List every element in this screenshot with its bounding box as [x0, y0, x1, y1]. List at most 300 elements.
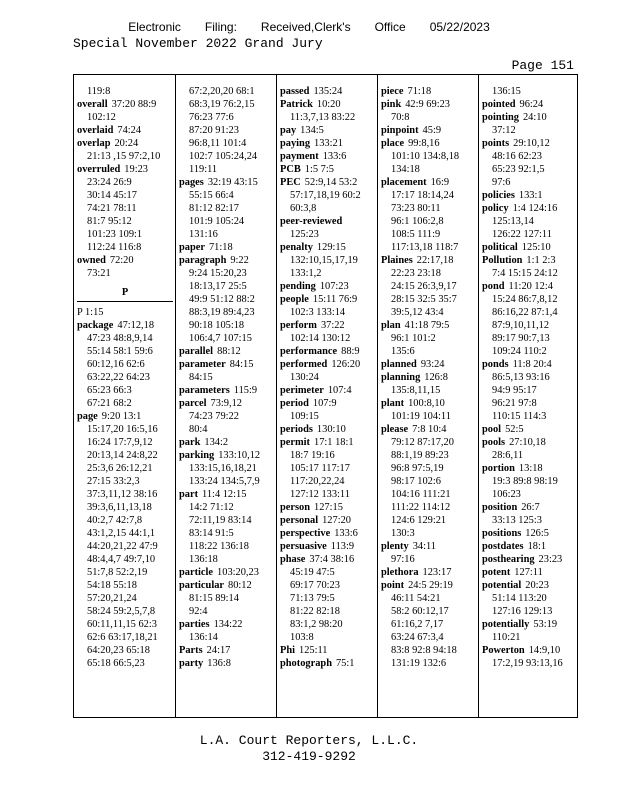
index-refs: 127:11 [514, 567, 543, 578]
index-refs-continued: 96:1 101:2 [391, 333, 436, 344]
index-entry [381, 540, 477, 553]
index-refs-continued: 7:4 15:15 24:12 [492, 268, 558, 279]
index-term: particle [179, 567, 214, 578]
index-term: postdates [482, 541, 524, 552]
index-refs-continued: 127:16 129:13 [492, 606, 553, 617]
index-entry [381, 176, 477, 189]
index-refs-continued: 88:1,19 89:23 [391, 450, 449, 461]
index-refs: 11:4 12:15 [202, 489, 247, 500]
index-refs-continued: 30:14 45:17 [87, 190, 137, 201]
index-refs: 100:8,10 [408, 398, 445, 409]
index-refs: 37:22 [320, 320, 345, 331]
index-refs-continued: 127:12 133:11 [290, 489, 350, 500]
index-term: planned [381, 359, 417, 370]
index-box [73, 74, 578, 718]
index-column-5 [482, 85, 578, 719]
index-term: pools [482, 437, 506, 448]
index-term: people [280, 294, 309, 305]
index-refs-continued: 54:18 55:18 [87, 580, 137, 591]
index-entry [280, 137, 376, 150]
index-refs: 26:7 [521, 502, 540, 513]
index-refs: 45:9 [422, 125, 442, 136]
index-term: peer-reviewed [280, 216, 343, 227]
index-refs: 107:4 [327, 385, 352, 396]
index-entry [482, 137, 578, 150]
index-term: Patrick [280, 99, 313, 110]
index-refs-continued: 65:23 92:1,5 [492, 164, 545, 175]
index-term: posthearing [482, 554, 535, 565]
index-term: PEC [280, 177, 301, 188]
index-entry [77, 98, 173, 111]
index-refs-continued: 125:23 [290, 229, 319, 240]
index-term: perform [280, 320, 317, 331]
index-entry [280, 384, 376, 397]
index-entry [280, 436, 376, 449]
index-refs-continued: 73:21 [87, 268, 111, 279]
index-refs-continued: 81:7 95:12 [87, 216, 132, 227]
index-refs-continued: 70:8 [391, 112, 410, 123]
index-term: penalty [280, 242, 313, 253]
index-term: parameters [179, 385, 230, 396]
index-refs-continued: 55:14 58:1 59:6 [87, 346, 153, 357]
index-entry [482, 540, 578, 553]
column-divider [276, 75, 277, 717]
index-term: Plaines [381, 255, 413, 266]
index-refs: 125:11 [299, 645, 328, 656]
index-entry [77, 124, 173, 137]
index-refs-continued: 14:2 71:12 [189, 502, 234, 513]
index-refs-continued: 43:1,2,15 44:1,1 [87, 528, 156, 539]
index-refs-continued: 124:6 129:21 [391, 515, 447, 526]
index-entry [280, 397, 376, 410]
index-term: overruled [77, 164, 121, 175]
index-refs-continued: 9:24 15:20,23 [189, 268, 247, 279]
filing-stamp [0, 20, 618, 34]
index-refs-continued: 28:6,11 [492, 450, 524, 461]
index-term: parcel [179, 398, 207, 409]
index-entry [179, 579, 275, 592]
index-refs: 107:23 [319, 281, 349, 292]
index-refs: 37:4 38:16 [309, 554, 355, 565]
index-refs-continued: 37:12 [492, 125, 516, 136]
index-term: points [482, 138, 510, 149]
index-entry [482, 553, 578, 566]
index-term: passed [280, 86, 310, 97]
index-refs: 37:20 88:9 [111, 99, 157, 110]
index-refs: 126:8 [424, 372, 448, 383]
index-refs: 9:20 13:1 [101, 411, 142, 422]
index-entry [280, 176, 376, 189]
index-refs-continued: 103:8 [290, 632, 314, 643]
index-term: persuasive [280, 541, 327, 552]
index-entry [77, 137, 173, 150]
index-refs-continued: 19:3 89:8 98:19 [492, 476, 558, 487]
index-entry [179, 436, 275, 449]
index-refs-continued: 64:20,23 65:18 [87, 645, 150, 656]
index-refs: 7:8 10:4 [412, 424, 447, 435]
index-term: Pollution [482, 255, 523, 266]
index-refs-continued: 133:24 134:5,7,9 [189, 476, 260, 487]
index-refs: 113:9 [330, 541, 355, 552]
index-entry [77, 319, 173, 332]
index-refs-continued: 65:18 66:5,23 [87, 658, 145, 669]
index-refs: 13:18 [518, 463, 543, 474]
index-entry [280, 553, 376, 566]
index-refs-continued: 18:7 19:16 [290, 450, 335, 461]
index-refs-continued: 45:19 47:5 [290, 567, 335, 578]
index-refs-continued: 74:23 79:22 [189, 411, 239, 422]
index-term: political [482, 242, 518, 253]
index-entry [280, 345, 376, 358]
index-refs: 115:9 [233, 385, 258, 396]
index-refs-continued: 46:11 54:21 [391, 593, 441, 604]
index-term: planning [381, 372, 421, 383]
index-refs-continued: 89:17 90:7,13 [492, 333, 550, 344]
index-refs-continued: 63:22,22 64:23 [87, 372, 150, 383]
index-entry [381, 358, 477, 371]
index-term: performed [280, 359, 328, 370]
index-entry [482, 358, 578, 371]
index-refs-continued: 58:2 60:12,17 [391, 606, 449, 617]
index-entry [179, 254, 275, 267]
index-refs-continued: 135:6 [391, 346, 415, 357]
index-refs: 1:4 124:16 [512, 203, 558, 214]
index-entry [381, 137, 477, 150]
index-refs-continued: 101:9 105:24 [189, 216, 245, 227]
index-refs-continued: 84:15 [189, 372, 213, 383]
index-refs-continued: 49:9 51:12 88:2 [189, 294, 255, 305]
index-entry [280, 657, 376, 670]
index-entry [179, 397, 275, 410]
index-term: plenty [381, 541, 409, 552]
index-entry [77, 306, 173, 319]
index-refs: 127:15 [314, 502, 343, 513]
index-refs-continued: 112:24 116:8 [87, 242, 142, 253]
index-refs-continued: 133:15,16,18,21 [189, 463, 257, 474]
index-term: pinpoint [381, 125, 419, 136]
index-refs-continued: 60:11,11,15 62:3 [87, 619, 157, 630]
index-refs-continued: 83:1,2 98:20 [290, 619, 343, 630]
index-refs-continued: 17:17 18:14,24 [391, 190, 454, 201]
index-refs-continued: 105:17 117:17 [290, 463, 350, 474]
index-refs-continued: 96:8 97:5,19 [391, 463, 444, 474]
index-refs-continued: 44:20,21,22 47:9 [87, 541, 158, 552]
index-term: pointing [482, 112, 519, 123]
index-refs: 126:5 [525, 528, 549, 539]
index-refs-continued: 131:19 132:6 [391, 658, 447, 669]
index-refs: 133:10,12 [218, 450, 261, 461]
index-refs: 15:11 76:9 [312, 294, 358, 305]
column-divider [175, 75, 176, 717]
index-refs-continued: 136:14 [189, 632, 218, 643]
index-term: part [179, 489, 199, 500]
index-refs-continued: 125:13,14 [492, 216, 534, 227]
index-entry [280, 85, 376, 98]
index-entry [482, 501, 578, 514]
index-refs-continued: 130:24 [290, 372, 319, 383]
filing-date: 05/22/2023 [429, 20, 490, 34]
index-term: pink [381, 99, 402, 110]
index-refs-continued: 96:21 97:8 [492, 398, 537, 409]
index-refs-continued: 21:13 ,15 97:2,10 [87, 151, 161, 162]
index-refs: P 1:15 [77, 307, 104, 318]
index-refs-continued: 61:16,2 7,17 [391, 619, 444, 630]
index-refs-continued: 111:22 114:12 [391, 502, 451, 513]
index-refs-continued: 80:4 [189, 424, 208, 435]
index-entry [482, 462, 578, 475]
index-refs-continued: 24:15 26:3,9,17 [391, 281, 457, 292]
index-term: positions [482, 528, 522, 539]
index-column-4 [381, 85, 477, 719]
index-term: parties [179, 619, 210, 630]
index-refs-continued: 20:13,14 24:8,22 [87, 450, 158, 461]
index-entry [179, 241, 275, 254]
index-term: paragraph [179, 255, 227, 266]
index-term: Powerton [482, 645, 525, 656]
index-refs-continued: 33:13 125:3 [492, 515, 542, 526]
index-refs-continued: 133:1,2 [290, 268, 322, 279]
index-refs-continued: 51:14 113:20 [492, 593, 547, 604]
index-term: pointed [482, 99, 516, 110]
index-refs-continued: 40:2,7 42:7,8 [87, 515, 143, 526]
index-entry [280, 124, 376, 137]
index-refs: 133:21 [314, 138, 343, 149]
filing-received: Received,Clerk's [260, 20, 351, 34]
index-entry [280, 540, 376, 553]
index-refs-continued: 109:24 110:2 [492, 346, 547, 357]
index-refs: 126:20 [331, 359, 361, 370]
index-term: period [280, 398, 309, 409]
index-entry [381, 423, 477, 436]
index-refs: 74:24 [117, 125, 142, 136]
index-entry [482, 202, 578, 215]
index-refs: 29:10,12 [513, 138, 550, 149]
index-entry [482, 98, 578, 111]
index-column-3 [280, 85, 376, 719]
index-refs-continued: 67:21 68:2 [87, 398, 132, 409]
index-refs-continued: 130:3 [391, 528, 415, 539]
index-refs-continued: 76:23 77:6 [189, 112, 234, 123]
index-term: PCB [280, 164, 301, 175]
index-term: park [179, 437, 201, 448]
index-refs-continued: 27:15 33:2,3 [87, 476, 140, 487]
index-entry [482, 579, 578, 592]
section-letter: P [77, 286, 173, 302]
index-refs: 52:9,14 53:2 [304, 177, 358, 188]
index-refs: 134:22 [213, 619, 243, 630]
index-term: piece [381, 86, 404, 97]
index-refs-continued: 15:24 86:7,8,12 [492, 294, 558, 305]
index-refs: 17:1 18:1 [314, 437, 354, 448]
index-term: owned [77, 255, 106, 266]
index-term: overlaid [77, 125, 114, 136]
index-term: person [280, 502, 311, 513]
column-divider [478, 75, 479, 717]
index-refs-continued: 39:5,12 43:4 [391, 307, 444, 318]
index-term: payment [280, 151, 319, 162]
index-term: potential [482, 580, 522, 591]
index-entry [77, 254, 173, 267]
index-refs: 72:20 [109, 255, 134, 266]
index-term: Phi [280, 645, 296, 656]
index-refs-continued: 18:13,17 25:5 [189, 281, 247, 292]
index-refs-continued: 108:5 111:9 [391, 229, 441, 240]
index-refs-continued: 96:8,11 101:4 [189, 138, 247, 149]
index-term: performance [280, 346, 338, 357]
index-entry [280, 501, 376, 514]
index-refs: 32:19 43:15 [207, 177, 258, 188]
index-term: plan [381, 320, 401, 331]
index-refs: 96:24 [519, 99, 544, 110]
index-refs: 125:10 [521, 242, 551, 253]
index-entry [482, 280, 578, 293]
index-refs-continued: 86:16,22 87:1,4 [492, 307, 558, 318]
index-refs-continued: 57:17,18,19 60:2 [290, 190, 361, 201]
index-refs-continued: 106:23 [492, 489, 521, 500]
index-refs-continued: 132:10,15,17,19 [290, 255, 358, 266]
index-refs-continued: 110:15 114:3 [492, 411, 547, 422]
index-entry [381, 124, 477, 137]
index-entry [179, 657, 275, 670]
filing-electronic: Electronic [128, 20, 181, 34]
index-refs: 134:5 [300, 125, 324, 136]
index-refs: 84:15 [229, 359, 254, 370]
index-refs: 24:5 29:19 [408, 580, 453, 591]
index-entry [381, 319, 477, 332]
index-refs-continued: 71:13 79:5 [290, 593, 335, 604]
index-refs-continued: 28:15 32:5 35:7 [391, 294, 457, 305]
document-title: Special November 2022 Grand Jury [73, 36, 323, 51]
index-refs-continued: 62:6 63:17,18,21 [87, 632, 158, 643]
index-refs-continued: 60:3,8 [290, 203, 317, 214]
index-term: portion [482, 463, 515, 474]
index-refs-continued: 102:14 130:12 [290, 333, 351, 344]
index-refs-continued: 81:12 82:17 [189, 203, 239, 214]
index-entry [179, 488, 275, 501]
index-refs-continued: 22:23 23:18 [391, 268, 441, 279]
index-entry [482, 527, 578, 540]
index-refs-continued: 102:12 [87, 112, 116, 123]
index-refs-continued: 118:22 136:18 [189, 541, 249, 552]
index-refs: 127:20 [322, 515, 351, 526]
index-entry [77, 410, 173, 423]
index-refs: 52:5 [505, 424, 524, 435]
index-term: paper [179, 242, 205, 253]
index-refs: 80:12 [228, 580, 252, 591]
index-entry [280, 150, 376, 163]
index-entry [280, 319, 376, 332]
index-refs: 16:9 [430, 177, 450, 188]
index-entry [482, 111, 578, 124]
index-entry [179, 345, 275, 358]
index-entry [280, 215, 376, 228]
index-entry [482, 254, 578, 267]
index-refs-continued: 126:22 127:11 [492, 229, 552, 240]
index-term: paying [280, 138, 311, 149]
index-refs-continued: 68:3,19 76:2,15 [189, 99, 255, 110]
index-refs: 18:1 [527, 541, 547, 552]
index-entry [280, 514, 376, 527]
index-refs-continued: 65:23 66:3 [87, 385, 132, 396]
index-refs-continued: 67:2,20,20 68:1 [189, 86, 255, 97]
index-entry [381, 566, 477, 579]
index-refs: 20:24 [114, 138, 139, 149]
index-refs: 14:9,10 [528, 645, 561, 656]
index-term: particular [179, 580, 225, 591]
index-refs: 71:18 [208, 242, 233, 253]
footer [0, 733, 618, 765]
index-entry [280, 644, 376, 657]
index-refs-continued: 96:1 106:2,8 [391, 216, 444, 227]
index-refs-continued: 97:6 [492, 177, 511, 188]
index-refs: 22:17,18 [416, 255, 454, 266]
index-refs: 11:20 12:4 [508, 281, 553, 292]
index-refs-continued: 73:23 80:11 [391, 203, 441, 214]
index-term: parallel [179, 346, 214, 357]
index-refs-continued: 98:17 102:6 [391, 476, 441, 487]
index-term: plethora [381, 567, 419, 578]
index-entry [280, 241, 376, 254]
index-refs-continued: 97:16 [391, 554, 415, 565]
index-refs: 123:17 [422, 567, 452, 578]
index-refs: 27:10,18 [509, 437, 546, 448]
index-refs-continued: 79:12 87:17,20 [391, 437, 454, 448]
index-term: point [381, 580, 405, 591]
index-refs: 9:22 [230, 255, 249, 266]
index-term: party [179, 658, 204, 669]
index-entry [381, 579, 477, 592]
index-refs: 107:9 [312, 398, 337, 409]
index-refs: 103:20,23 [217, 567, 259, 578]
index-entry [179, 358, 275, 371]
index-refs: 133:6 [322, 151, 347, 162]
index-refs-continued: 72:11,19 83:14 [189, 515, 252, 526]
index-entry [179, 449, 275, 462]
index-term: pool [482, 424, 502, 435]
index-term: photograph [280, 658, 332, 669]
index-refs: 133:6 [334, 528, 358, 539]
index-refs-continued: 109:15 [290, 411, 319, 422]
index-refs-continued: 117:13,18 118:7 [391, 242, 459, 253]
index-entry [482, 436, 578, 449]
index-refs: 11:8 20:4 [512, 359, 552, 370]
index-entry [179, 176, 275, 189]
index-term: policies [482, 190, 515, 201]
index-refs-continued: 135:8,11,15 [391, 385, 441, 396]
index-term: perimeter [280, 385, 324, 396]
index-refs: 130:10 [316, 424, 346, 435]
index-refs-continued: 57:20,21,24 [87, 593, 137, 604]
filing-label: Filing: [204, 20, 237, 34]
index-entry [381, 397, 477, 410]
index-refs-continued: 37:3,11,12 38:16 [87, 489, 158, 500]
column-divider [377, 75, 378, 717]
index-refs-continued: 131:16 [189, 229, 218, 240]
filing-office: Office [374, 20, 406, 34]
index-entry [280, 280, 376, 293]
index-term: permit [280, 437, 311, 448]
index-refs-continued: 81:22 82:18 [290, 606, 340, 617]
page-number: Page 151 [511, 58, 574, 73]
index-refs: 34:11 [412, 541, 437, 552]
index-entry [179, 384, 275, 397]
index-refs-continued: 15:17,20 16:5,16 [87, 424, 158, 435]
index-term: periods [280, 424, 313, 435]
index-refs-continued: 119:11 [189, 164, 218, 175]
index-term: page [77, 411, 98, 422]
index-refs-continued: 55:15 66:4 [189, 190, 234, 201]
index-refs: 19:23 [124, 164, 148, 175]
